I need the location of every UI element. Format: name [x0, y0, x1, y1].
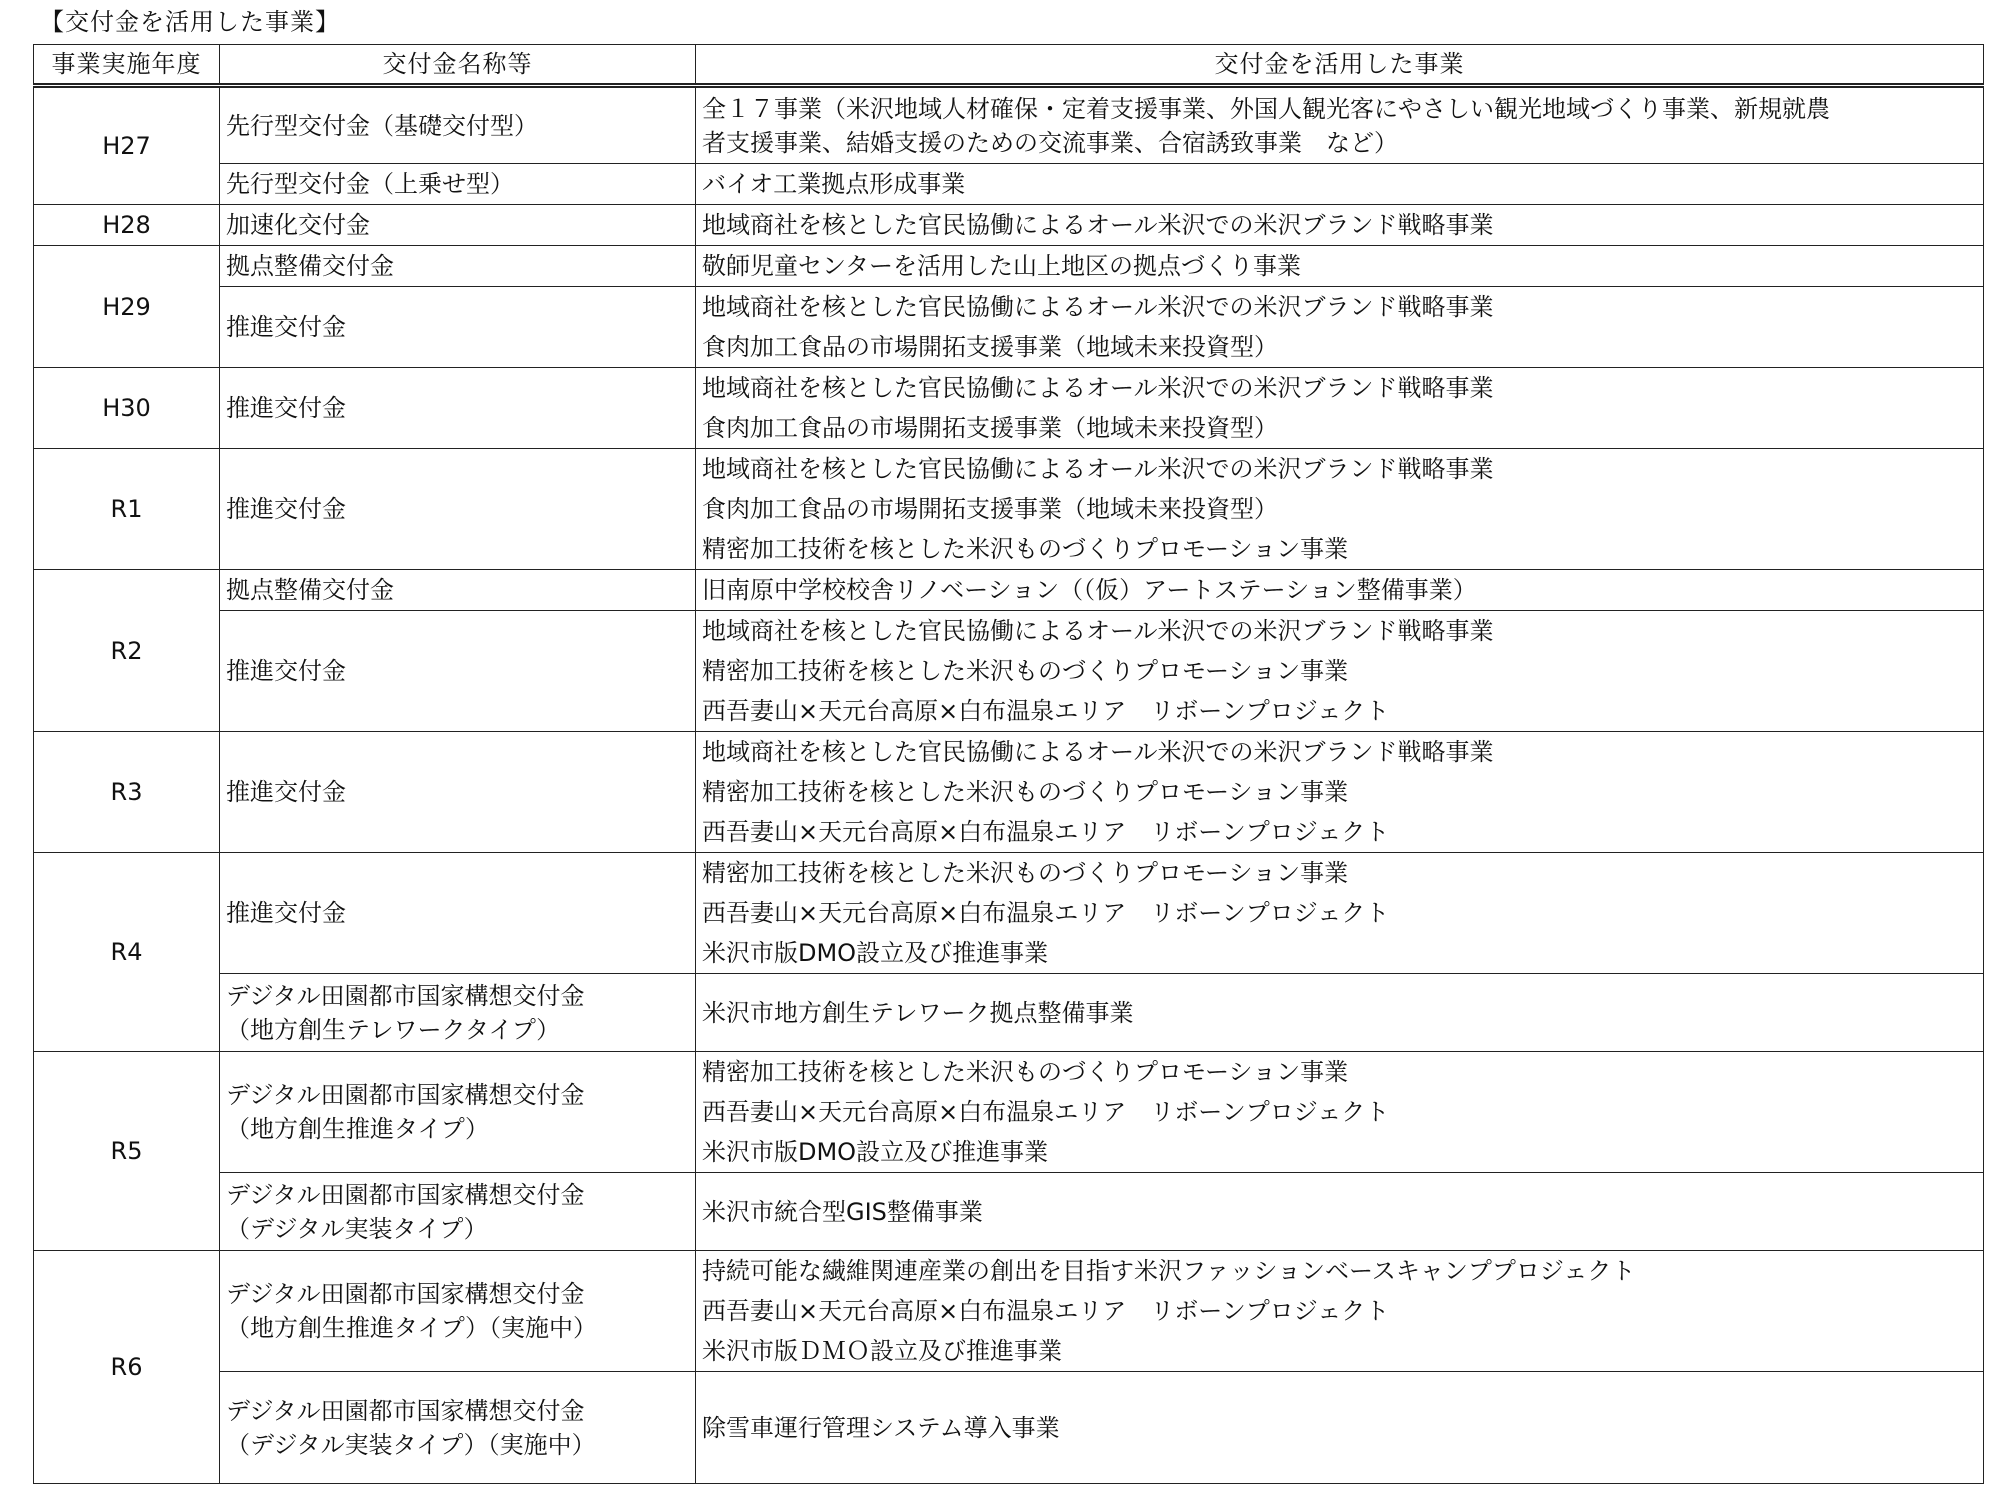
project-line: 地域商社を核とした官民協働によるオール米沢での米沢ブランド戦略事業: [702, 617, 1494, 645]
projects-cell: [696, 1372, 1984, 1484]
table-row: [34, 1173, 1984, 1251]
project-line: 食肉加工食品の市場開拓支援事業（地域未来投資型）: [702, 495, 1278, 523]
grant-name-cell: [220, 368, 696, 449]
table-row: [34, 732, 1984, 853]
project-line: 精密加工技術を核とした米沢ものづくりプロモーション事業: [702, 657, 1349, 685]
table-row: [34, 853, 1984, 974]
project-line: 西吾妻山×天元台高原×白布温泉エリア リボーンプロジェクト: [702, 899, 1390, 927]
project-line: 地域商社を核とした官民協働によるオール米沢での米沢ブランド戦略事業: [702, 293, 1494, 321]
grant-name-line: デジタル田園都市国家構想交付金: [226, 1081, 585, 1109]
project-line: 敬師児童センターを活用した山上地区の拠点づくり事業: [702, 252, 1302, 280]
grant-name-line: （デジタル実装タイプ）（実施中）: [226, 1430, 596, 1459]
year-cell: R2: [34, 570, 220, 732]
column-header-year: 事業実施年度: [34, 45, 220, 86]
project-line: 精密加工技術を核とした米沢ものづくりプロモーション事業: [702, 859, 1349, 887]
table-row: [34, 164, 1984, 205]
grant-name-line: デジタル田園都市国家構想交付金: [226, 1180, 585, 1209]
project-line: 米沢市版DMO設立及び推進事業: [702, 1138, 1049, 1166]
projects-cell: [696, 611, 1984, 732]
project-line: 除雪車運行管理システム導入事業: [702, 1413, 1060, 1442]
grant-name-cell: [220, 287, 696, 368]
projects-cell: [696, 205, 1984, 246]
project-line: 地域商社を核とした官民協働によるオール米沢での米沢ブランド戦略事業: [702, 374, 1494, 402]
grant-name-line: （地方創生推進タイプ）: [226, 1115, 490, 1143]
year-cell: R5: [34, 1052, 220, 1251]
grant-name-line: 先行型交付金（基礎交付型）: [226, 111, 538, 140]
project-line: 持続可能な繊維関連産業の創出を目指す米沢ファッションベースキャンププロジェクト: [702, 1257, 1636, 1285]
project-line: 地域商社を核とした官民協働によるオール米沢での米沢ブランド戦略事業: [702, 738, 1494, 766]
grant-name-cell: [220, 246, 696, 287]
grant-name-cell: [220, 1251, 696, 1372]
grant-name-line: 拠点整備交付金: [226, 576, 394, 604]
grant-name-cell: [220, 164, 696, 205]
project-line: 地域商社を核とした官民協働によるオール米沢での米沢ブランド戦略事業: [702, 455, 1494, 483]
projects-cell: [696, 1251, 1984, 1372]
grant-name-line: 推進交付金: [226, 495, 346, 523]
table-row: [34, 1251, 1984, 1372]
project-line: 食肉加工食品の市場開拓支援事業（地域未来投資型）: [702, 414, 1278, 442]
project-line: 旧南原中学校校舎リノベーション（（仮）アートステーション整備事業）: [702, 576, 1477, 604]
grant-name-line: デジタル田園都市国家構想交付金: [226, 1280, 585, 1308]
table-row: [34, 1372, 1984, 1484]
grant-name-cell: [220, 86, 696, 164]
project-line: 米沢市地方創生テレワーク拠点整備事業: [702, 998, 1134, 1027]
project-line: 西吾妻山×天元台高原×白布温泉エリア リボーンプロジェクト: [702, 1297, 1390, 1325]
grant-name-line: 推進交付金: [226, 778, 346, 806]
grant-name-line: 拠点整備交付金: [226, 252, 394, 280]
grant-name-line: 推進交付金: [226, 657, 346, 685]
table-row: [34, 1052, 1984, 1173]
project-line: 地域商社を核とした官民協働によるオール米沢での米沢ブランド戦略事業: [702, 211, 1494, 239]
grant-name-line: 加速化交付金: [226, 211, 370, 239]
table-row: [34, 449, 1984, 570]
table-header-row: [34, 45, 1984, 86]
projects-cell: [696, 974, 1984, 1052]
grant-name-cell: [220, 853, 696, 974]
projects-cell: [696, 1173, 1984, 1251]
grant-name-line: （地方創生テレワークタイプ）: [226, 1015, 561, 1044]
grant-name-line: （地方創生推進タイプ）（実施中）: [226, 1314, 598, 1342]
grant-name-cell: [220, 205, 696, 246]
grant-name-cell: [220, 611, 696, 732]
project-line: 全１７事業（米沢地域人材確保・定着支援事業、外国人観光客にやさしい観光地域づくり事業、新規就農: [702, 94, 1830, 123]
year-cell: R6: [34, 1251, 220, 1484]
table-row: [34, 246, 1984, 287]
column-header-projects: 交付金を活用した事業: [696, 45, 1984, 86]
project-line: 者支援事業、結婚支援のための交流事業、合宿誘致事業 など）: [702, 128, 1398, 157]
grant-name-line: デジタル田園都市国家構想交付金: [226, 1396, 585, 1425]
project-line: バイオ工業拠点形成事業: [702, 170, 966, 198]
grant-name-cell: [220, 974, 696, 1052]
project-line: 西吾妻山×天元台高原×白布温泉エリア リボーンプロジェクト: [702, 1098, 1390, 1126]
table-row: [34, 86, 1984, 164]
year-cell: H28: [34, 205, 220, 246]
projects-cell: [696, 246, 1984, 287]
table-row: [34, 611, 1984, 732]
grant-name-line: 推進交付金: [226, 313, 346, 341]
grant-name-line: デジタル田園都市国家構想交付金: [226, 981, 585, 1010]
project-line: 西吾妻山×天元台高原×白布温泉エリア リボーンプロジェクト: [702, 697, 1390, 725]
projects-cell: [696, 732, 1984, 853]
projects-cell: [696, 853, 1984, 974]
year-cell: R3: [34, 732, 220, 853]
grant-name-cell: [220, 570, 696, 611]
grant-name-line: 先行型交付金（上乗せ型）: [226, 170, 514, 198]
project-line: 精密加工技術を核とした米沢ものづくりプロモーション事業: [702, 535, 1349, 563]
year-cell: H27: [34, 86, 220, 205]
projects-cell: [696, 570, 1984, 611]
table-row: [34, 974, 1984, 1052]
projects-cell: [696, 449, 1984, 570]
projects-cell: [696, 287, 1984, 368]
grant-name-cell: [220, 1372, 696, 1484]
grant-name-cell: [220, 732, 696, 853]
projects-cell: [696, 164, 1984, 205]
table-row: [34, 570, 1984, 611]
table-row: [34, 368, 1984, 449]
project-line: 精密加工技術を核とした米沢ものづくりプロモーション事業: [702, 1058, 1349, 1086]
projects-cell: [696, 1052, 1984, 1173]
project-line: 精密加工技術を核とした米沢ものづくりプロモーション事業: [702, 778, 1349, 806]
grants-table: [33, 44, 1984, 1484]
column-header-grant-name: 交付金名称等: [220, 45, 696, 86]
grant-name-line: 推進交付金: [226, 899, 346, 927]
grant-name-cell: [220, 1052, 696, 1173]
project-line: 米沢市版DMO設立及び推進事業: [702, 939, 1049, 967]
grant-name-line: （デジタル実装タイプ）: [226, 1214, 488, 1243]
year-cell: H29: [34, 246, 220, 368]
year-cell: H30: [34, 368, 220, 449]
table-row: [34, 287, 1984, 368]
year-cell: R1: [34, 449, 220, 570]
project-line: 食肉加工食品の市場開拓支援事業（地域未来投資型）: [702, 333, 1278, 361]
grant-name-cell: [220, 1173, 696, 1251]
grant-name-line: 推進交付金: [226, 394, 346, 422]
project-line: 米沢市統合型GIS整備事業: [702, 1197, 983, 1226]
grant-name-cell: [220, 449, 696, 570]
projects-cell: [696, 86, 1984, 164]
project-line: 米沢市版ＤＭＯ設立及び推進事業: [702, 1337, 1062, 1365]
projects-cell: [696, 368, 1984, 449]
project-line: 西吾妻山×天元台高原×白布温泉エリア リボーンプロジェクト: [702, 818, 1390, 846]
table-row: [34, 205, 1984, 246]
document-title: 【交付金を活用した事業】: [40, 8, 340, 36]
year-cell: R4: [34, 853, 220, 1052]
